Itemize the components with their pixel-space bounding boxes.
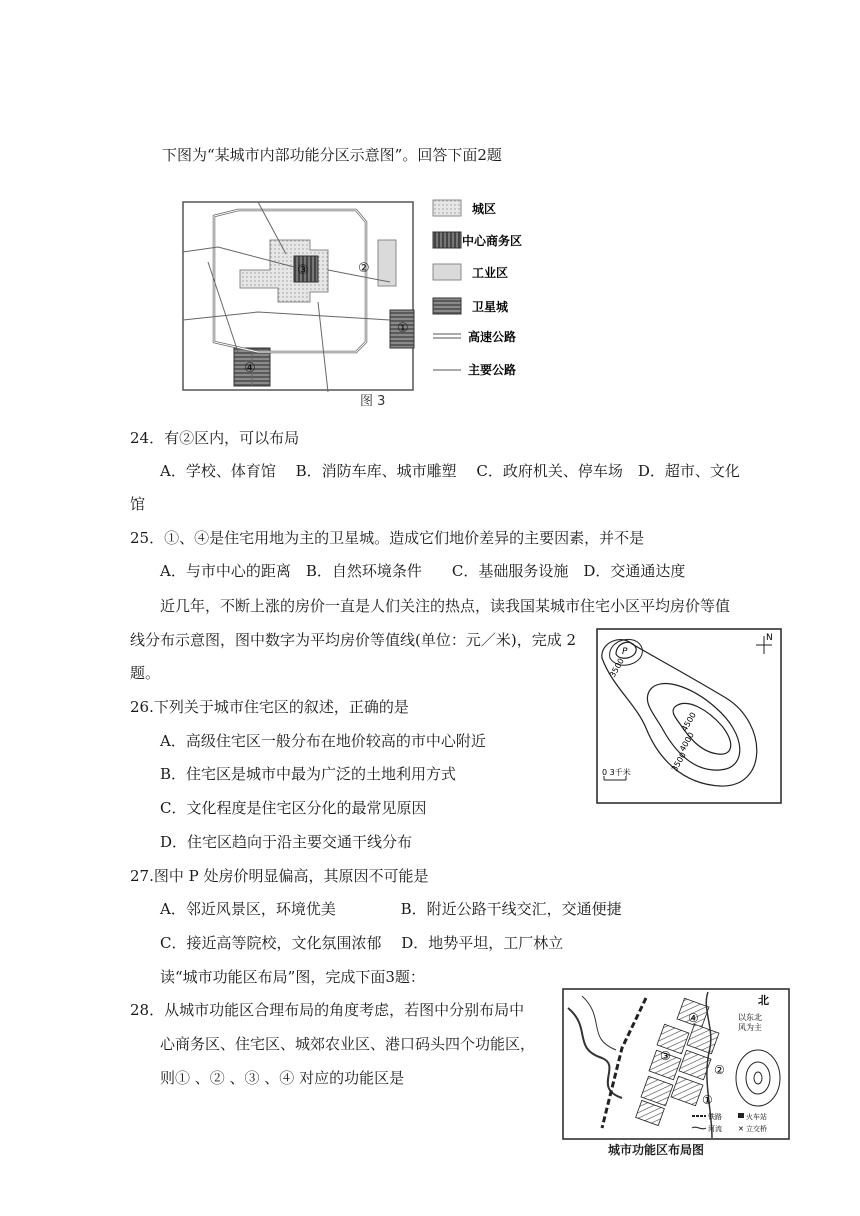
intro-text-1: 下图为“某城市内部功能分区示意图”。回答下面2题: [162, 146, 502, 164]
intro2-line2: 线分布示意图，图中数字为平均房价等值线(单位：元／米)，完成 2: [130, 631, 577, 649]
legend-urban: 城区: [472, 202, 497, 216]
q27-stem: 27.图中 P 处房价明显偏高，其原因不可能是: [130, 867, 429, 885]
q28-line3: 则① 、② 、③ 、④ 对应的功能区是: [160, 1069, 405, 1087]
q24-options: A．学校、体育馆 B．消防车库、城市雕塑 C．政府机关、停车场 D．超市、文化: [160, 462, 740, 480]
layout-north: 北: [758, 994, 769, 1007]
contour-north-label: N: [766, 633, 773, 643]
legend-swatch-satellite: [433, 298, 461, 314]
layout-marker-4: ④: [688, 1011, 699, 1025]
legend-expressway: 高速公路: [468, 330, 517, 344]
contour-scale: 0 3千米: [602, 768, 631, 777]
layout-legend-river: 河流: [708, 1125, 722, 1133]
legend-swatch-industrial: [433, 264, 461, 280]
intro3: 读“城市功能区布局”图，完成下面3题：: [160, 968, 425, 986]
q24-stem: 24．有②区内，可以布局: [130, 429, 300, 447]
q24-wrap: 馆: [130, 495, 146, 513]
svg-text:✕: ✕: [738, 1125, 744, 1133]
q28-line1: 28．从城市功能区合理布局的角度考虑，若图中分别布局中: [130, 1001, 525, 1019]
contour-label-4500: 4500: [679, 710, 698, 733]
q27-options-cd: C．接近高等院校，文化氛围浓郁 D．地势平坦，工厂林立: [160, 934, 564, 952]
q25-stem: 25．①、④是住宅用地为主的卫星城。造成它们地价差异的主要因素，并不是: [130, 529, 645, 547]
contour-point-p: P: [622, 647, 628, 657]
layout-marker-2: ②: [714, 1063, 725, 1077]
legend-satellite: 卫星城: [472, 300, 509, 314]
contour-label-3500-bottom: 3500: [669, 750, 688, 773]
legend-industrial: 工业区: [472, 266, 509, 280]
legend-swatch-cbd: [433, 232, 461, 248]
intro2-line3: 题。: [130, 664, 161, 682]
layout-map: [562, 988, 790, 1140]
layout-wind-note-1: 以东北: [738, 1013, 762, 1022]
q25-options: A．与市中心的距离 B．自然环境条件 C．基础服务设施 D．交通通达度: [160, 562, 686, 580]
legend-swatch-urban: [433, 200, 461, 216]
layout-marker-3: ③: [660, 1049, 671, 1063]
layout-marker-1: ①: [702, 1093, 713, 1107]
q26-stem: 26.下列关于城市住宅区的叙述，正确的是: [130, 698, 409, 716]
layout-legend-station: 火车站: [746, 1113, 767, 1121]
legend-main-road: 主要公路: [468, 363, 517, 377]
intro2-line1: 近几年，不断上涨的房价一直是人们关注的热点，读我国某城市住宅小区平均房价等值: [160, 597, 731, 615]
layout-legend-railway: 铁路: [708, 1113, 722, 1121]
contour-label-3500-top: 3500: [607, 656, 626, 679]
fig3-caption: 图 3: [360, 394, 386, 409]
fig3-marker-1: ①: [397, 321, 409, 336]
q26-option-a: A．高级住宅区一般分布在地价较高的市中心附近: [160, 732, 486, 750]
layout-map-caption: 城市功能区布局图: [608, 1143, 705, 1157]
layout-legend-interchange: 立交桥: [746, 1125, 767, 1133]
figure-3: [178, 192, 558, 412]
legend-cbd: 中心商务区: [462, 234, 523, 248]
layout-wind-note-2: 风为主: [738, 1023, 762, 1032]
q26-option-b: B．住宅区是城市中最为广泛的土地利用方式: [160, 765, 457, 783]
fig3-marker-3: ③: [297, 263, 309, 278]
fig3-marker-4: ④: [244, 361, 256, 376]
q26-option-d: D．住宅区趋向于沿主要交通干线分布: [160, 833, 413, 851]
fig3-marker-2: ②: [358, 261, 370, 276]
q28-line2: 心商务区、住宅区、城郊农业区、港口码头四个功能区，: [160, 1035, 536, 1053]
q26-option-c: C．文化程度是住宅区分化的最常见原因: [160, 799, 427, 817]
contour-map: [596, 628, 782, 804]
contour-label-4000: 4000: [677, 730, 696, 753]
q27-options-ab: A．邻近风景区，环境优美 B．附近公路干线交汇，交通便捷: [160, 900, 622, 918]
